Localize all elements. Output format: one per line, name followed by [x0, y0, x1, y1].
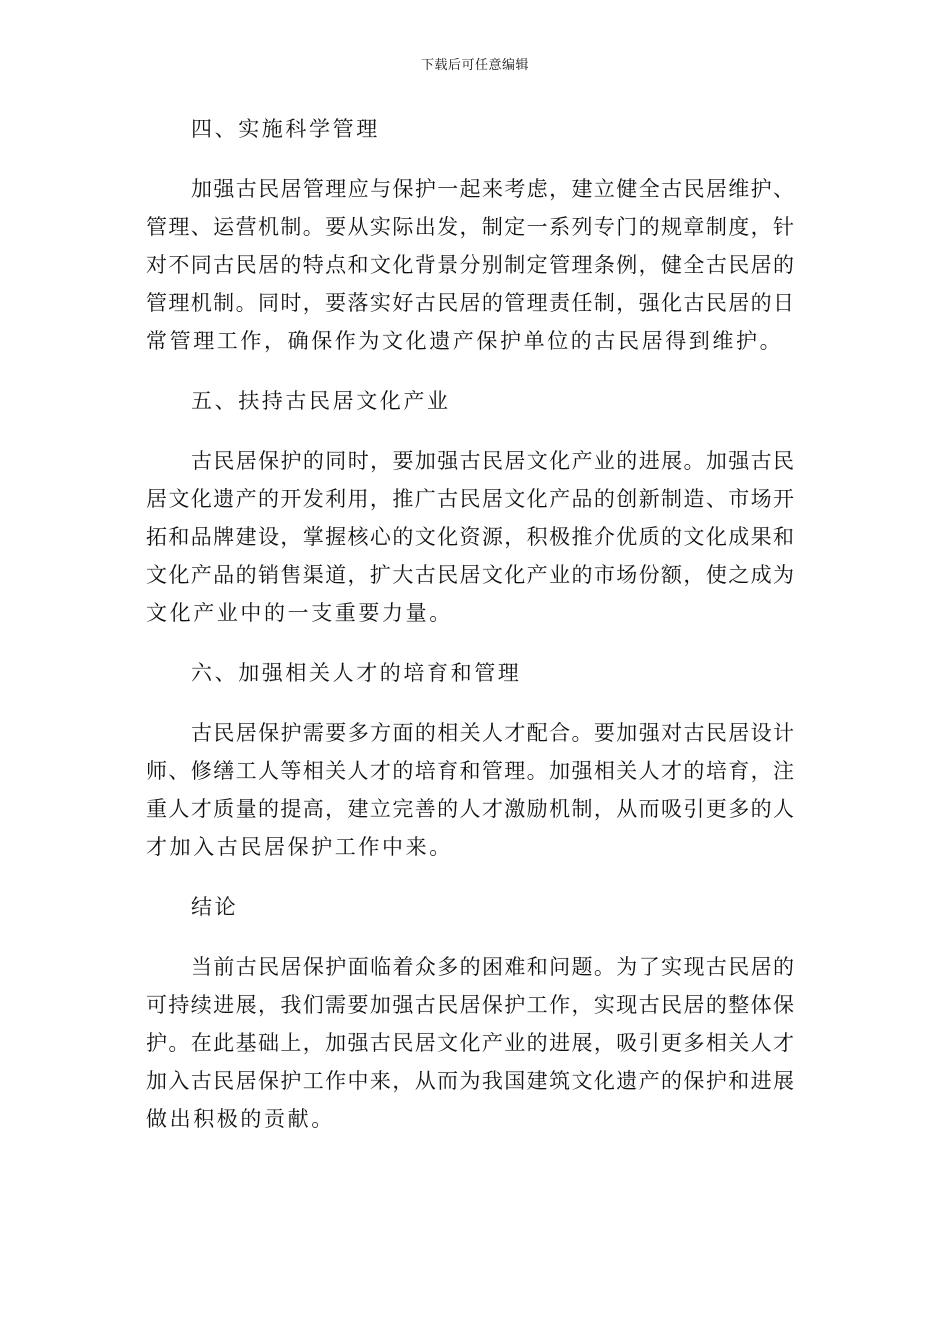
paragraph-line: 当前古民居保护面临着众多的困难和问题。为了实现古民居的 — [191, 955, 794, 979]
section-paragraph — [146, 442, 794, 632]
paragraph-line: 古民居保护的同时，要加强古民居文化产业的进展。加强古民 — [191, 449, 794, 473]
paragraph-line: 文化产业中的一支重要力量。 — [146, 601, 453, 625]
paragraph-line: 重人才质量的提高，建立完善的人才激励机制，从而吸引更多的人 — [146, 797, 794, 821]
paragraph-line: 管理机制。同时，要落实好古民居的管理责任制，强化古民居的日 — [146, 291, 794, 315]
paragraph-line: 古民居保护需要多方面的相关人才配合。要加强对古民居设计 — [191, 721, 794, 745]
section-heading: 五、扶持古民居文化产业 — [191, 389, 451, 413]
paragraph-line: 拓和品牌建设，掌握核心的文化资源，积极推介优质的文化成果和 — [146, 525, 794, 549]
paragraph-line: 管理、运营机制。要从实际出发，制定一系列专门的规章制度，针 — [146, 215, 794, 239]
paragraph-line: 护。在此基础上，加强古民居文化产业的进展，吸引更多相关人才 — [146, 1031, 794, 1055]
paragraph-line: 可持续进展，我们需要加强古民居保护工作，实现古民居的整体保 — [146, 993, 794, 1017]
section-paragraph — [146, 714, 794, 866]
paragraph-line: 加强古民居管理应与保护一起来考虑，建立健全古民居维护、 — [191, 177, 794, 201]
paragraph-line: 加入古民居保护工作中来，从而为我国建筑文化遗产的保护和进展 — [146, 1069, 794, 1093]
paragraph-line: 文化产品的销售渠道，扩大古民居文化产业的市场份额，使之成为 — [146, 563, 794, 587]
document-body — [146, 110, 794, 1160]
paragraph-line: 居文化遗产的开发利用，推广古民居文化产品的创新制造、市场开 — [146, 487, 794, 511]
section-heading: 六、加强相关人才的培育和管理 — [191, 661, 522, 685]
section-paragraph — [146, 170, 794, 360]
paragraph-line: 才加入古民居保护工作中来。 — [146, 835, 453, 859]
paragraph-line: 师、修缮工人等相关人才的培育和管理。加强相关人才的培育，注 — [146, 759, 794, 783]
paragraph-line: 常管理工作，确保作为文化遗产保护单位的古民居得到维护。 — [146, 329, 784, 353]
section-heading: 四、实施科学管理 — [191, 117, 380, 141]
section-heading: 结论 — [191, 895, 239, 919]
section-paragraph — [146, 948, 794, 1138]
paragraph-line: 对不同古民居的特点和文化背景分别制定管理条例，健全古民居的 — [146, 253, 794, 277]
paragraph-line: 做出积极的贡献。 — [146, 1107, 335, 1131]
page-header: 下载后可任意编辑 — [420, 58, 529, 73]
